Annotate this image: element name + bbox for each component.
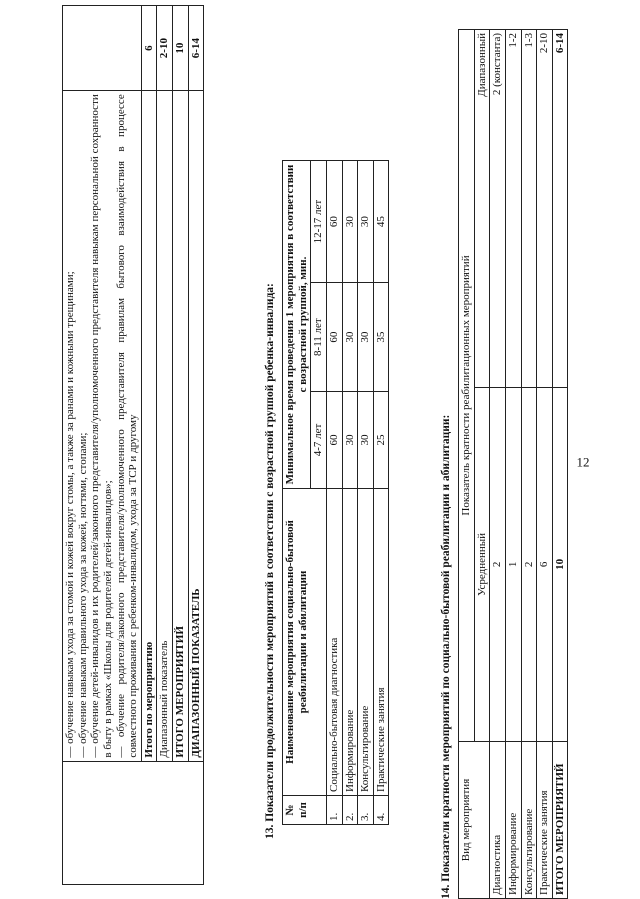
- row-label: Диапазонный показатель: [157, 91, 173, 761]
- table-row: Информирование 1 1-2: [505, 30, 521, 899]
- table-header-row: [459, 30, 475, 899]
- col-age: 4-7 лет: [311, 391, 327, 488]
- table-row: [157, 6, 173, 885]
- col-avg: Усредненный: [474, 387, 490, 741]
- col-kind: Вид мероприятия: [459, 742, 490, 899]
- bullet-item: — обучение родителя/законного представителя/уполномоченного представителя правилам бытового взаимодействия в процессе совместного проживания с ребенком-инвалидом, ухода за ТСР и другому: [114, 94, 140, 758]
- table-row: 4. Практические занятия 25 35 45: [373, 161, 389, 825]
- table-row: 3. Консультирование 30 30 30: [358, 161, 374, 825]
- bullet-item: — обучение навыкам правильного ухода за кожей, ногтями, стопами;: [76, 432, 89, 758]
- table-section-14: [458, 29, 568, 899]
- row-value: 6: [141, 6, 157, 91]
- page-number: 12: [576, 454, 590, 470]
- col-time: Минимальное время проведения 1 мероприятия в соответствии с возрастной группой, мин.: [283, 161, 311, 489]
- bullet-item: — обучение навыкам ухода за стомой и кожей вокруг стомы, а также за ранами и кожными трещинами;: [64, 271, 76, 758]
- table-row: Консультирование 2 1-3: [521, 30, 537, 899]
- table-header-row: [283, 161, 311, 825]
- row-label: ДИАПАЗОННЫЙ ПОКАЗАТЕЛЬ: [188, 91, 204, 761]
- col-age: 8-11 лет: [311, 283, 327, 392]
- row-label: Итого по мероприятию: [141, 91, 157, 761]
- table-row: Практические занятия 6 2-10: [537, 30, 553, 899]
- table-row: 2. Информирование 30 30 30: [342, 161, 358, 825]
- table-row: [173, 6, 189, 885]
- col-indicator: Показатель кратности реабилитационных мероприятий: [459, 30, 475, 742]
- table-row: [141, 6, 157, 885]
- col-name: Наименование мероприятия социально-бытовой реабилитации и абилитации: [283, 489, 327, 796]
- row-label: ИТОГО МЕРОПРИЯТИЙ: [173, 91, 189, 761]
- table-row: 1. Социально-бытовая диагностика 60 60 60: [326, 161, 342, 825]
- section-14-title: 14. Показатели кратности мероприятий по социально-бытовой реабилитации и абилитации:: [440, 414, 452, 899]
- row-value: 10: [173, 6, 189, 91]
- section-13-title: 13. Показатели продолжительности мероприятий в соответствии с возрастной группой ребенка-инвалида:: [264, 283, 276, 839]
- col-num: № п/п: [283, 796, 327, 825]
- table-row: Диагностика 2 2 (константа): [490, 30, 506, 899]
- col-age: 12-17 лет: [311, 161, 327, 283]
- row-value: 2-10: [157, 6, 173, 91]
- row-value: 6-14: [188, 6, 204, 91]
- col-range: Диапазонный: [474, 30, 490, 388]
- table-row: ИТОГО МЕРОПРИЯТИЙ 10 6-14: [552, 30, 568, 899]
- table-top: [62, 5, 204, 885]
- table-section-13: [282, 160, 389, 825]
- bullets-cell: [63, 91, 142, 761]
- bullet-item: — обучение детей-инвалидов и их родителей/законного представителя/уполномоченного представителя навыкам персональной сохранности в быту в рамках «Школы для родителей детей-инвалидов»;: [89, 94, 114, 758]
- table-row: [188, 6, 204, 885]
- table-row: [63, 6, 142, 885]
